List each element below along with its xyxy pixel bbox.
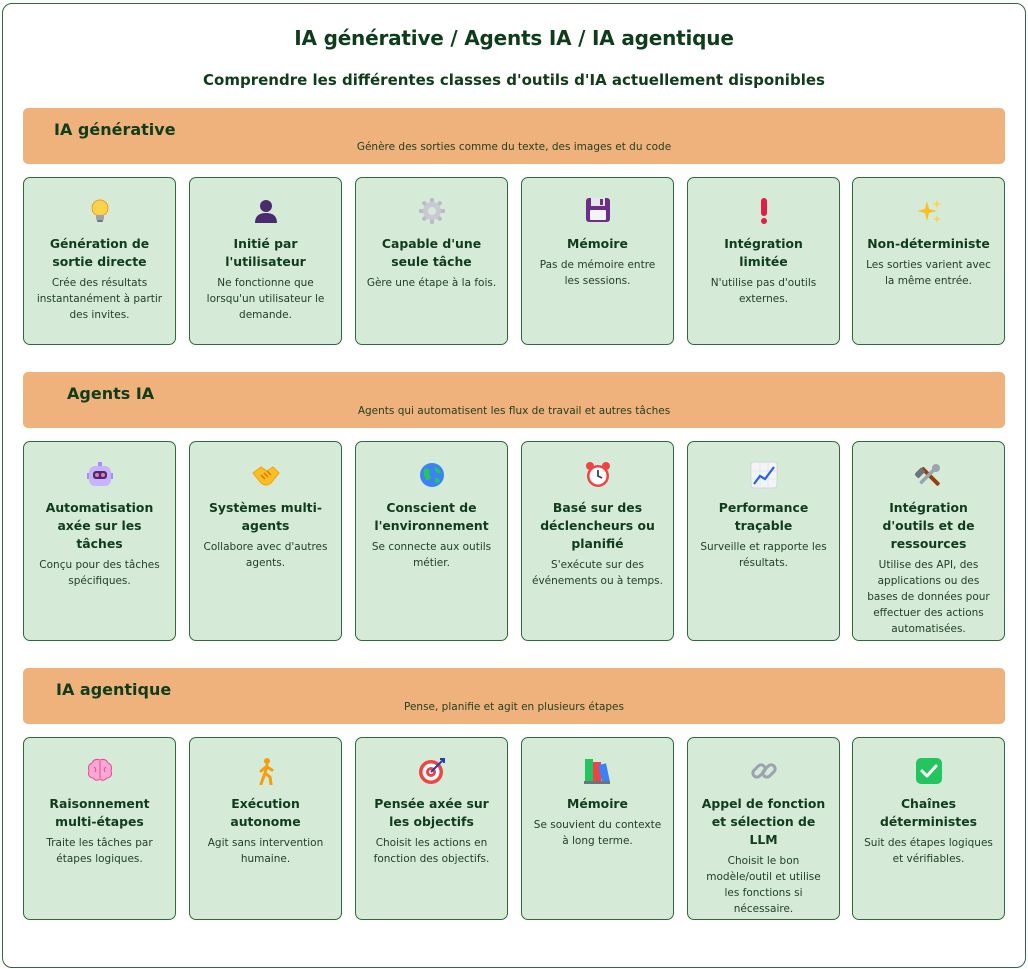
card-pensee-objectifs <box>355 737 508 920</box>
section-header-ia-agentique <box>23 668 1005 724</box>
card-raisonnement-multi-etapes <box>23 737 176 920</box>
card-description: Crée des résultats instantanément à partir des invites. <box>36 277 163 321</box>
card-title: Initié par l'utilisateur <box>225 236 306 269</box>
card-title: Raisonnement multi-étapes <box>49 796 150 829</box>
card-description: Surveille et rapporte les résultats. <box>700 541 827 569</box>
card-description: Les sorties varient avec la même entrée. <box>866 259 991 287</box>
card-description: N'utilise pas d'outils externes. <box>710 277 817 305</box>
card-title: Intégration limitée <box>724 236 803 269</box>
card-title: Conscient de l'environnement <box>374 500 489 533</box>
floppy-disk-icon <box>583 197 613 227</box>
page-title: IA générative / Agents IA / IA agentique <box>294 26 734 50</box>
card-capable-seule-tache <box>355 177 508 345</box>
card-description: Ne fonctionne que lorsqu'un utilisateur le demande. <box>206 277 325 321</box>
books-icon <box>583 757 613 787</box>
link-icon <box>749 757 779 787</box>
card-description: Se connecte aux outils métier. <box>371 541 492 569</box>
section-title: IA générative <box>54 120 176 139</box>
user-icon <box>251 197 281 227</box>
target-icon <box>417 757 447 787</box>
sparkles-icon <box>914 197 944 227</box>
alarm-clock-icon <box>583 461 613 491</box>
section-title: Agents IA <box>67 384 155 403</box>
card-title: Mémoire <box>567 796 628 811</box>
card-description: Collabore avec d'autres agents. <box>203 541 328 569</box>
card-description: Choisit les actions en fonction des objectifs. <box>373 837 490 865</box>
card-description: Agit sans intervention humaine. <box>207 837 324 865</box>
robot-icon <box>85 461 115 491</box>
card-description: S'exécute sur des événements ou à temps. <box>532 559 663 587</box>
card-generation-sortie-directe <box>23 177 176 345</box>
card-title: Performance traçable <box>718 500 809 533</box>
lightbulb-icon <box>85 197 115 227</box>
card-chaines-deterministes <box>852 737 1005 920</box>
section-header-agents-ia <box>23 372 1005 428</box>
card-title: Génération de sortie directe <box>49 236 150 269</box>
card-performance-tracable <box>687 441 840 641</box>
card-integration-limitee <box>687 177 840 345</box>
globe-icon <box>417 461 447 491</box>
handshake-icon <box>251 461 281 491</box>
hammer-wrench-icon <box>914 461 944 491</box>
card-description: Choisit le bon modèle/outil et utilise les fonctions si nécessaire. <box>706 855 821 915</box>
card-description: Traite les tâches par étapes logiques. <box>46 837 153 865</box>
card-title: Pensée axée sur les objectifs <box>374 796 489 829</box>
section-description: Agents qui automatisent les flux de travail et autres tâches <box>357 405 671 417</box>
gear-icon <box>417 197 447 227</box>
check-mark-icon <box>914 757 944 787</box>
walking-person-icon <box>251 757 281 787</box>
card-title: Automatisation axée sur les tâches <box>45 500 154 551</box>
brain-icon <box>85 757 115 787</box>
section-description: Pense, planifie et agit en plusieurs étapes <box>404 701 624 713</box>
card-title: Exécution autonome <box>230 796 301 829</box>
page-subtitle: Comprendre les différentes classes d'outils d'IA actuellement disponibles <box>203 71 825 89</box>
card-initie-par-utilisateur <box>189 177 342 345</box>
card-description: Se souvient du contexte à long terme. <box>533 819 662 847</box>
section-description: Génère des sorties comme du texte, des images et du code <box>356 141 672 153</box>
card-integration-outils-ressources <box>852 441 1005 641</box>
card-description: Gère une étape à la fois. <box>366 277 497 289</box>
section-header-ia-generative <box>23 108 1005 164</box>
card-automatisation-taches <box>23 441 176 641</box>
card-description: Suit des étapes logiques et vérifiables. <box>864 837 993 865</box>
card-description: Pas de mémoire entre les sessions. <box>539 259 656 287</box>
card-title: Capable d'une seule tâche <box>381 236 482 269</box>
card-title: Systèmes multi-agents <box>209 500 322 533</box>
card-description: Utilise des API, des applications ou des bases de données pour effectuer des actions automatisées. <box>867 559 990 635</box>
card-non-deterministe <box>852 177 1005 345</box>
card-title: Basé sur des déclencheurs ou planifié <box>540 500 655 551</box>
card-memoire-1 <box>521 177 674 345</box>
card-title: Appel de fonction et sélection de LLM <box>701 796 826 847</box>
card-declencheurs-planifie <box>521 441 674 641</box>
card-systemes-multi-agents <box>189 441 342 641</box>
card-title: Mémoire <box>567 236 628 251</box>
card-title: Chaînes déterministes <box>879 796 977 829</box>
card-execution-autonome <box>189 737 342 920</box>
card-appel-fonction-llm <box>687 737 840 920</box>
card-title: Non-déterministe <box>867 236 990 251</box>
section-title: IA agentique <box>56 680 172 699</box>
chart-increasing-icon <box>749 461 779 491</box>
card-description: Conçu pour des tâches spécifiques. <box>39 559 160 587</box>
exclamation-icon <box>749 197 779 227</box>
card-memoire-2 <box>521 737 674 920</box>
card-title: Intégration d'outils et de ressources <box>882 500 975 551</box>
card-conscient-environnement <box>355 441 508 641</box>
